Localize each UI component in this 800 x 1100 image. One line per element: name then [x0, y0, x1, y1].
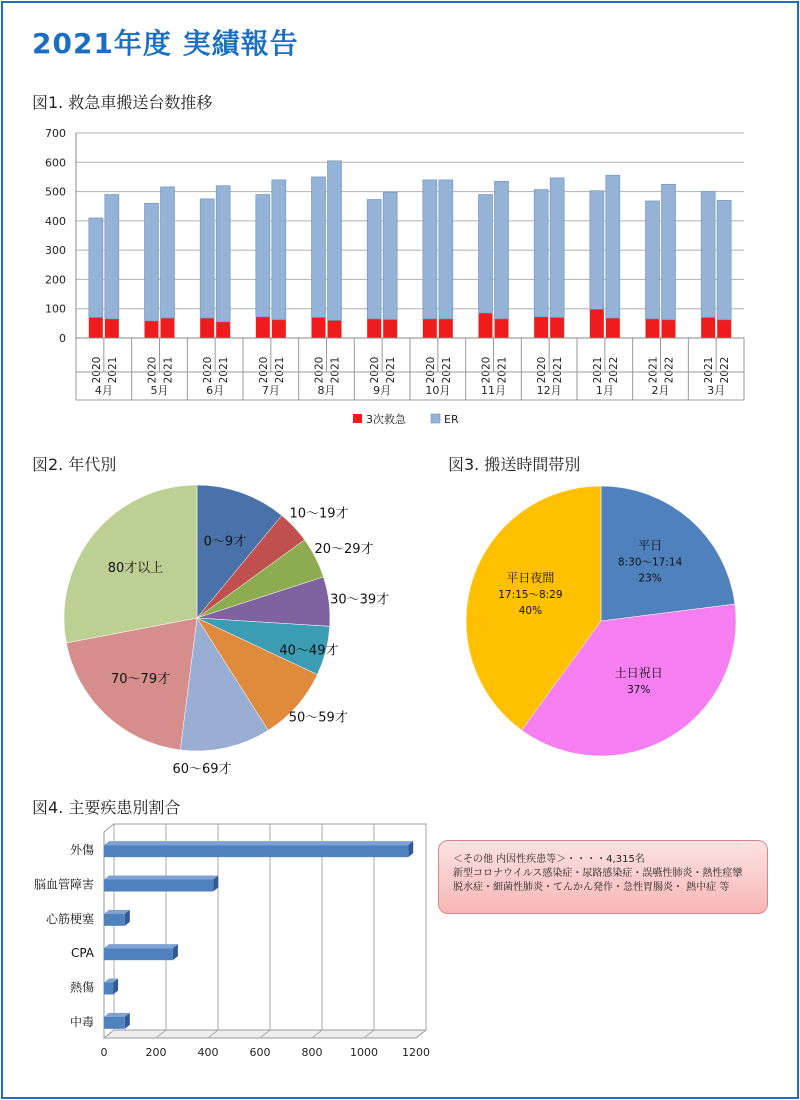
pie-label: 0～9才	[203, 534, 247, 550]
month-label: 7月	[261, 384, 280, 397]
bar-er	[383, 192, 397, 319]
y-tick-label: 300	[45, 244, 66, 258]
year-label: 2021	[440, 356, 453, 384]
bar-3ji	[439, 319, 453, 338]
bar-top	[104, 944, 178, 948]
year-label: 2021	[218, 356, 231, 384]
other-diseases-note	[438, 840, 768, 914]
x-tick-label: 800	[301, 1046, 323, 1059]
bar	[104, 983, 113, 995]
pie-label: 40～49才	[279, 643, 339, 659]
bar-3ji	[423, 319, 437, 338]
month-label: 3月	[707, 384, 726, 397]
bar-3ji	[200, 318, 214, 338]
legend-label-er: ER	[444, 413, 459, 426]
year-label: 2021	[273, 356, 286, 384]
fig2-title: 図2. 年代別	[32, 455, 117, 474]
pie-slice	[601, 486, 735, 621]
y-tick-label: 700	[45, 127, 66, 140]
bar	[104, 948, 173, 960]
fig3-pie-chart	[430, 470, 790, 760]
month-label: 1月	[595, 384, 614, 397]
year-label: 2020	[369, 356, 382, 384]
year-label: 2020	[480, 356, 493, 384]
pie-label: 土日祝日	[614, 665, 663, 680]
bar-3ji	[145, 321, 159, 338]
pie-label: 10～19才	[289, 506, 349, 522]
y-tick-label: 0	[59, 332, 66, 345]
pie-label: 60～69才	[172, 762, 232, 777]
year-label: 2020	[536, 356, 549, 384]
year-label: 2020	[257, 356, 270, 384]
category-label: 心筋梗塞	[45, 911, 94, 926]
pie-label: 平日夜間	[506, 571, 555, 586]
fig4-horizontal-bar-chart	[0, 820, 440, 1080]
bar-er	[534, 190, 548, 317]
bar-er	[105, 195, 119, 319]
month-label: 9月	[373, 384, 392, 397]
year-label: 2020	[202, 356, 215, 384]
pie-label: 70～79才	[111, 672, 171, 688]
bar-3ji	[534, 317, 548, 338]
report-title: 2021年度 実績報告	[32, 27, 299, 60]
category-label: CPA	[70, 946, 94, 961]
y-tick-label: 200	[45, 273, 66, 287]
bar-er	[312, 177, 326, 318]
pie-label: 80才以上	[107, 561, 164, 577]
bar-er	[439, 180, 453, 319]
month-label: 8月	[317, 384, 336, 397]
year-label: 2021	[703, 356, 716, 384]
year-label: 2021	[496, 356, 509, 384]
month-label: 10月	[425, 384, 451, 397]
year-label: 2022	[607, 356, 620, 384]
pie-label: 50～59才	[288, 710, 348, 726]
year-label: 2021	[106, 356, 119, 384]
pie-label: 37%	[627, 683, 651, 696]
x-tick-label: 1000	[350, 1046, 378, 1059]
bar-er	[590, 191, 604, 310]
category-label: 中毒	[69, 1014, 94, 1029]
pie-label: 8:30～17:14	[617, 556, 683, 569]
year-label: 2020	[424, 356, 437, 384]
bar-3ji	[328, 320, 342, 338]
pie-label: 23%	[638, 572, 662, 585]
bar-3ji	[701, 318, 715, 339]
month-label: 11月	[481, 384, 506, 397]
bar-3ji	[105, 319, 119, 338]
year-label: 2021	[385, 356, 398, 384]
legend-label-3ji: 3次救急	[366, 413, 406, 426]
bar-er	[495, 181, 509, 319]
category-label: 熱傷	[69, 980, 94, 995]
bar-3ji	[606, 318, 620, 338]
month-label: 2月	[651, 384, 670, 397]
bar-er	[256, 195, 270, 317]
bar-3ji	[161, 318, 175, 338]
bar-3ji	[662, 320, 676, 338]
legend-swatch-er	[431, 414, 440, 423]
bar-3ji	[272, 320, 286, 338]
bar-er	[550, 178, 564, 318]
bar-3ji	[550, 318, 564, 339]
year-label: 2021	[647, 356, 660, 384]
year-label: 2020	[313, 356, 326, 384]
bar-3ji	[367, 319, 381, 338]
pie-label: 40%	[518, 605, 543, 618]
bar-er	[717, 200, 731, 319]
bar	[104, 880, 213, 892]
x-tick-label: 0	[100, 1046, 108, 1059]
year-label: 2021	[162, 356, 175, 384]
bar-3ji	[590, 309, 604, 338]
y-tick-label: 100	[45, 302, 66, 316]
bar-er	[145, 203, 159, 321]
fig3-title: 図3. 搬送時間帯別	[448, 455, 581, 474]
bar-3ji	[89, 318, 103, 339]
x-tick-label: 1200	[402, 1046, 430, 1059]
bar	[104, 845, 408, 857]
bar-er	[328, 161, 342, 321]
bar-top	[104, 876, 218, 880]
year-label: 2022	[719, 356, 732, 384]
category-label: 脳血管障害	[33, 877, 94, 892]
month-label: 12月	[536, 384, 562, 397]
bar-er	[200, 199, 214, 318]
bar-3ji	[479, 313, 493, 338]
bar	[104, 914, 125, 926]
fig4-title: 図4. 主要疾患別割合	[32, 798, 181, 817]
year-label: 2022	[663, 356, 676, 384]
y-tick-label: 400	[45, 214, 66, 228]
year-label: 2021	[329, 356, 342, 384]
bar-3ji	[383, 320, 397, 338]
bar-er	[89, 218, 103, 318]
bar-er	[161, 187, 175, 318]
year-label: 2021	[552, 356, 565, 384]
note-line-1: ＜その他 内因性疾患等＞・・・・4,315名	[453, 854, 645, 865]
category-label: 外傷	[69, 843, 94, 858]
year-label: 2020	[90, 356, 103, 384]
bar-er	[367, 199, 381, 318]
x-tick-label: 400	[197, 1046, 219, 1059]
bar-er	[216, 186, 230, 322]
bar-er	[606, 175, 620, 318]
y-tick-label: 600	[45, 156, 66, 170]
bar-er	[646, 201, 660, 319]
x-tick-label: 600	[249, 1046, 271, 1059]
year-label: 2020	[146, 356, 159, 384]
bar-3ji	[216, 322, 230, 338]
bar-er	[479, 195, 493, 314]
bar-er	[272, 180, 286, 320]
bar-top	[104, 841, 413, 845]
fig1-title: 図1. 救急車搬送台数推移	[32, 93, 213, 112]
bar-3ji	[256, 317, 270, 338]
bar-3ji	[312, 318, 326, 339]
bar-er	[662, 184, 676, 320]
bar-3ji	[646, 319, 660, 338]
bar-3ji	[495, 319, 509, 338]
pie-label: 17:15～8:29	[498, 589, 563, 602]
bar-er	[423, 180, 437, 319]
year-label: 2021	[591, 356, 604, 384]
bar	[104, 1017, 125, 1029]
bar-3ji	[717, 320, 731, 338]
month-label: 6月	[206, 384, 225, 397]
y-tick-label: 500	[45, 185, 66, 199]
note-line-3: 脱水症・細菌性肺炎・てんかん発作・急性胃腸炎・ 熱中症 等	[453, 882, 730, 893]
pie-label: 30～39才	[330, 592, 390, 608]
bar-er	[701, 192, 715, 318]
month-label: 5月	[150, 384, 169, 397]
legend-swatch-3ji	[353, 414, 362, 423]
fig2-pie-chart	[0, 470, 430, 780]
pie-label: 平日	[638, 538, 663, 553]
month-label: 4月	[94, 384, 113, 397]
x-tick-label: 200	[145, 1046, 167, 1059]
note-line-2: 新型コロナウイルス感染症・尿路感染症・誤嚥性肺炎・熱性痙攣	[453, 868, 743, 879]
pie-label: 20～29才	[314, 541, 374, 557]
